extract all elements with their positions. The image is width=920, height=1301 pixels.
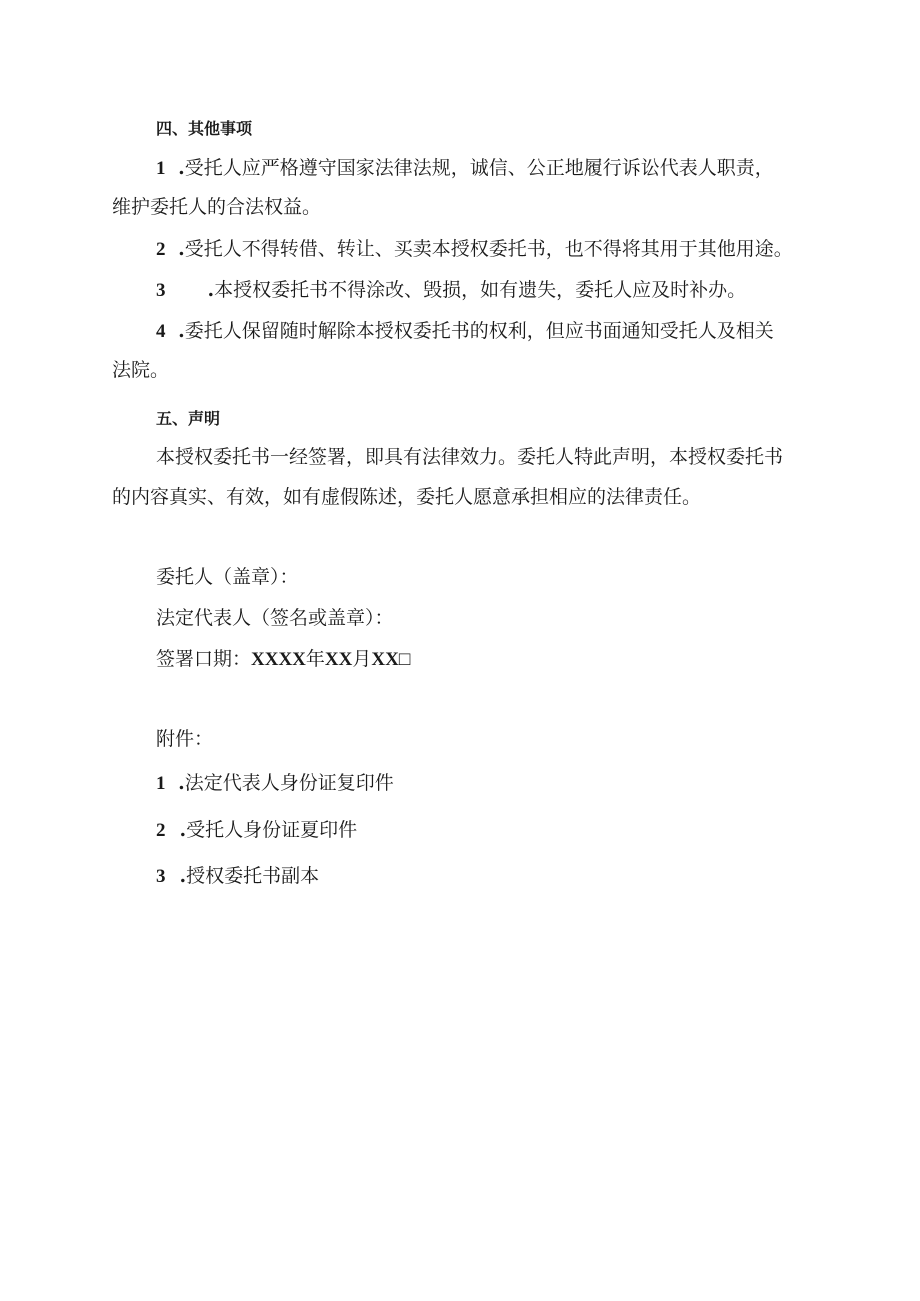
item-text: 受托人身份证夏印件 — [186, 819, 358, 841]
item-number: 2 — [156, 820, 166, 841]
section4-item-3 — [156, 278, 746, 303]
item-text: 法定代表人身份证复印件 — [184, 772, 394, 794]
declaration-line-2: 的内容真实、有效，如有虚假陈述，委托人愿意承担相应的法律责任。 — [112, 486, 702, 508]
item-dot: . — [171, 238, 185, 260]
section4-item-4-line-2: 法院。 — [112, 359, 170, 381]
item-dot: . — [207, 279, 215, 301]
item-dot: . — [171, 320, 185, 342]
item-dot: . — [171, 772, 185, 794]
declaration-line-1: 本授权委托书一经签署，即具有法律效力。委托人特此声明，本授权委托书 — [156, 446, 784, 468]
attachment-item-3 — [156, 864, 319, 889]
signing-date-day: XX□ — [371, 649, 411, 670]
section-heading-declaration: 五、声明 — [156, 409, 221, 428]
signing-date-label: 签署口期： — [156, 648, 252, 670]
item-number: 1 — [156, 158, 166, 179]
item-number: 1 — [156, 773, 166, 794]
section4-item-4-line-1 — [156, 319, 774, 344]
signing-date-month-unit: 月 — [352, 648, 372, 670]
section4-item-2 — [156, 237, 793, 262]
section4-item-1-line-2: 维护委托人的合法权益。 — [112, 196, 322, 218]
attachment-item-2 — [156, 818, 357, 843]
item-text: 本授权委托书不得涂改、毁损，如有遗失，委托人应及时补办。 — [214, 279, 747, 301]
signing-date — [156, 647, 410, 672]
signing-date-month: XX — [324, 649, 353, 670]
item-text: 授权委托书副本 — [186, 865, 320, 887]
legal-representative-label: 法定代表人（签名或盖章）： — [156, 607, 394, 629]
attachment-item-1 — [156, 771, 394, 796]
principal-seal-label: 委托人（盖章）： — [156, 566, 299, 588]
item-dot: . — [179, 819, 187, 841]
signing-date-year: XXXX — [251, 649, 306, 670]
item-number: 3 — [156, 866, 166, 887]
item-dot: . — [171, 157, 185, 179]
signing-date-year-unit: 年 — [305, 648, 325, 670]
item-text: 委托人保留随时解除本授权委托书的权利，但应书面通知受托人及相关 — [184, 320, 774, 342]
item-number: 3 — [156, 280, 166, 301]
item-number: 4 — [156, 321, 166, 342]
attachments-label: 附件： — [156, 728, 214, 750]
item-text: 受托人应严格遵守国家法律法规，诚信、公正地履行诉讼代表人职责， — [184, 157, 774, 179]
item-dot: . — [179, 865, 187, 887]
section-heading-other-matters: 四、其他事项 — [156, 119, 253, 138]
item-number: 2 — [156, 239, 166, 260]
section4-item-1-line-1 — [156, 156, 774, 181]
item-text: 受托人不得转借、转让、买卖本授权委托书，也不得将其用于其他用途。 — [184, 238, 793, 260]
